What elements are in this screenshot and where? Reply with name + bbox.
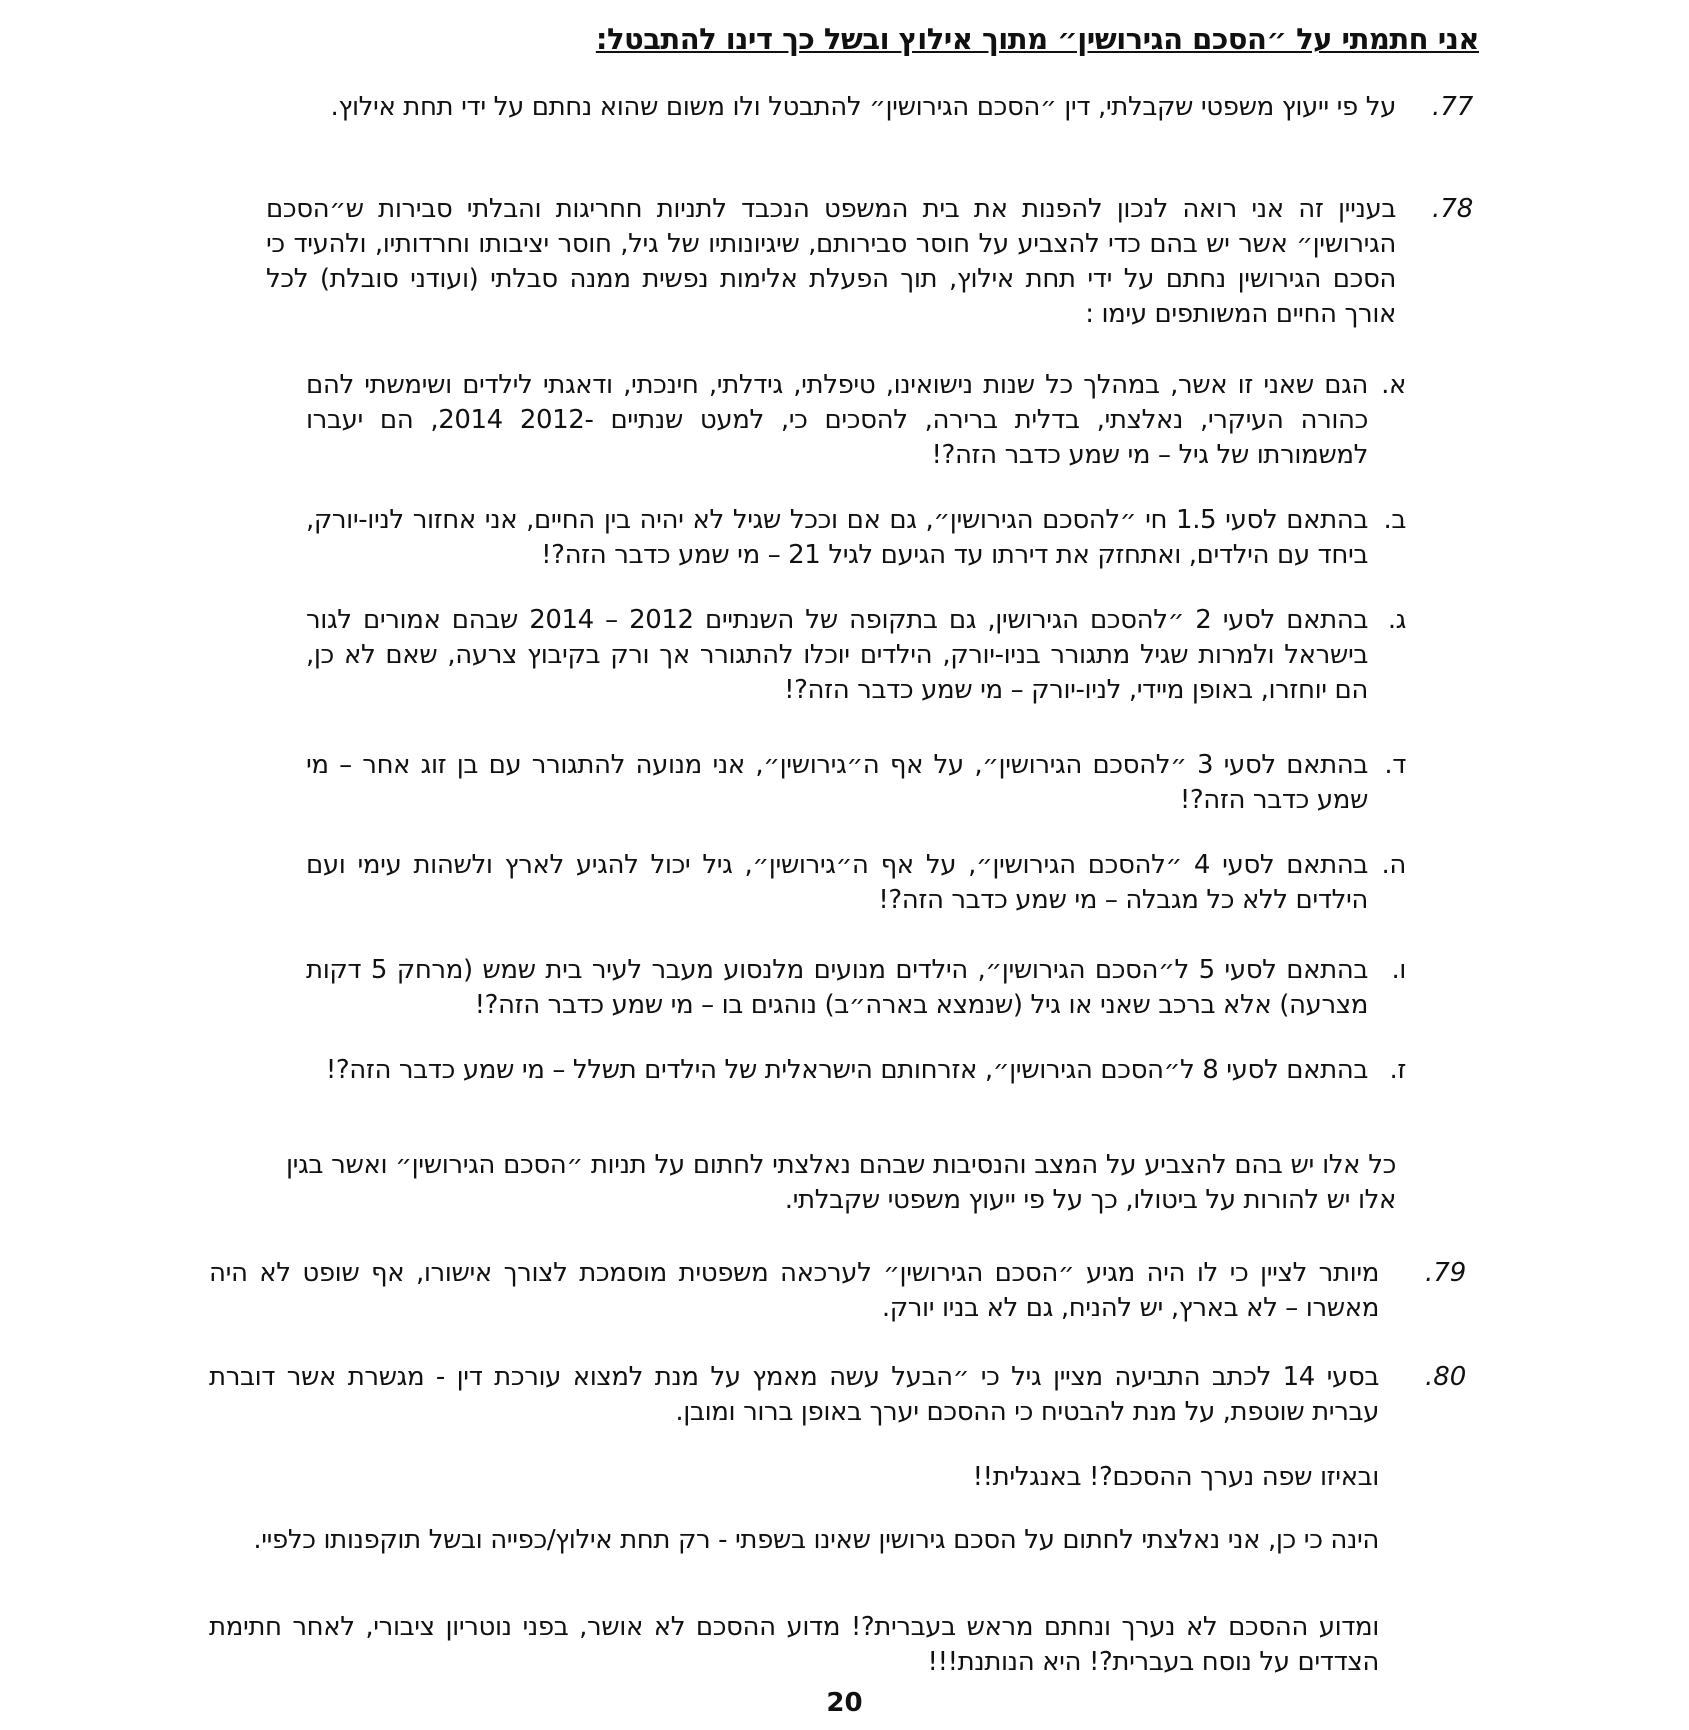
sub-item-letter: ה.: [1381, 850, 1406, 880]
closing-line: הינה כי כן, אני נאלצתי לחתום על הסכם גירושין שאינו בשפתי - רק תחת אילוץ/כפייה ובשל תוקפנותו כלפיי.: [253, 1525, 1379, 1555]
sub-item: [306, 848, 1406, 918]
paragraph-number: .78: [1432, 194, 1474, 224]
sub-item-letter: ד.: [1384, 750, 1406, 780]
sub-item: [306, 748, 1406, 818]
page-number: 20: [826, 1688, 863, 1718]
sub-item-letter: ג.: [1387, 605, 1406, 635]
sub-item-letter: ז.: [1389, 1055, 1406, 1085]
sub-item-letter: א.: [1381, 370, 1406, 400]
paragraph-number: .79: [1425, 1258, 1467, 1288]
sub-item: [306, 503, 1406, 573]
sub-item-text: בהתאם לסעי 4 ״להסכם הגירושין״, על אף ה״גירושין״, גיל יכול להגיע לארץ ולשהות עימי ועם הילדים ללא כל מגבלה – מי שמע כדבר הזה?!: [306, 850, 1368, 915]
sub-item-text: בהתאם לסעי 5 ל״הסכם הגירושין״, הילדים מנועים מלנסוע מעבר לעיר בית שמש (מרחק 5 דקות מצרעה) אלא ברכב שאני או גיל (שנמצא בארה״ב) נוהגים בו – מי שמע כדבר הזה?!: [306, 955, 1368, 1020]
sub-item-text: הגם שאני זו אשר, במהלך כל שנות נישואינו, טיפלתי, גידלתי, חינכתי, ודאגתי לילדים ושימשתי להם כהורה העיקרי, נאלצתי, בדלית ברירה, להסכים כי, למעט שנתיים -2012 2014, הם יעברו למשמורתו של גיל – מי שמע כדבר הזה?!: [306, 370, 1368, 470]
sub-item-text: בהתאם לסעי 1.5 חי ״להסכם הגירושין״, גם אם וככל שגיל לא יהיה בין החיים, אני אחזור לניו-יורק, ביחד עם הילדים, ואתחזק את דירתו עד הגיעם לגיל 21 – מי שמע כדבר הזה?!: [306, 505, 1369, 570]
paragraph-number: .77: [1432, 92, 1474, 122]
sub-item: [306, 1053, 1406, 1088]
paragraph-number: .80: [1425, 1362, 1467, 1392]
sub-item: [306, 603, 1406, 708]
summary-paragraph: כל אלו יש בהם להצביע על המצב והנסיבות שבהם נאלצתי לחתום על תניות ״הסכם הגירושין״ ואשר בגין אלו יש להורות על ביטולו, כך על פי ייעוץ משפטי שקבלתי.: [286, 1150, 1396, 1215]
sub-item-letter: ב.: [1383, 505, 1406, 535]
paragraph-77: על פי ייעוץ משפטי שקבלתי, דין ״הסכם הגירושין״ להתבטל ולו משום שהוא נחתם על ידי תחת אילוץ.: [330, 92, 1396, 122]
paragraph-79: מיותר לציין כי לו היה מגיע ״הסכם הגירושין״ לערכאה משפטית מוסמכת לצורך אישורו, אף שופט לא היה מאשרו – לא בארץ, יש להניח, גם לא בניו יורק.: [209, 1258, 1379, 1323]
section-heading: אני חתמתי על ״הסכם הגירושין״ מתוך אילוץ ובשל כך דינו להתבטל:: [595, 22, 1479, 56]
sub-item-text: בהתאם לסעי 2 ״להסכם הגירושין, גם בתקופה של השנתיים 2012 – 2014 שבהם אמורים לגור בישראל ולמרות שגיל מתגורר בניו-יורק, הילדים יוכלו להתגורר אך ורק בקיבוץ צרעה, שאם לא כן, הם יוחזרו, באופן מיידי, לניו-יורק – מי שמע כדבר הזה?!: [306, 605, 1368, 705]
paragraph-78: בעניין זה אני רואה לנכון להפנות את בית המשפט הנכבד לתניות חחריגות והבלתי סבירות ש״הסכם הגירושין״ אשר יש בהם כדי להצביע על חוסר סבירותם, שיגיונותיו של גיל, חוסר יציבותו וחרדותיו, ולהעיד כי הסכם הגירושין נחתם על ידי תחת אילוץ, תוך הפעלת אלימות נפשית ממנה סבלתי (ועודני סובלת) לכל אורך החיים המשותפים עימו :: [266, 194, 1396, 329]
paragraph-80: בסעי 14 לכתב התביעה מציין גיל כי ״הבעל עשה מאמץ על מנת למצוא עורכת דין - מגשרת אשר דוברת עברית שוטפת, על מנת להבטיח כי ההסכם יערך באופן ברור ומובן.: [209, 1362, 1379, 1427]
sub-item: [306, 368, 1406, 473]
closing-line: ומדוע ההסכם לא נערך ונחתם מראש בעברית?! מדוע ההסכם לא אושר, בפני נוטריון ציבורי, לאחר חתימת הצדדים על נוסח בעברית?! היא הנותנת!!!: [209, 1612, 1379, 1677]
closing-line: ובאיזו שפה נערך ההסכם?! באנגלית!!: [972, 1462, 1379, 1492]
sub-item-text: בהתאם לסעי 8 ל״הסכם הגירושין״, אזרחותם הישראלית של הילדים תשלל – מי שמע כדבר הזה?!: [325, 1055, 1368, 1085]
sub-item-letter: ו.: [1391, 955, 1406, 985]
sub-item: [306, 953, 1406, 1023]
sub-item-text: בהתאם לסעי 3 ״להסכם הגירושין״, על אף ה״גירושין״, אני מנועה להתגורר עם בן זוג אחר – מי שמע כדבר הזה?!: [306, 750, 1369, 815]
